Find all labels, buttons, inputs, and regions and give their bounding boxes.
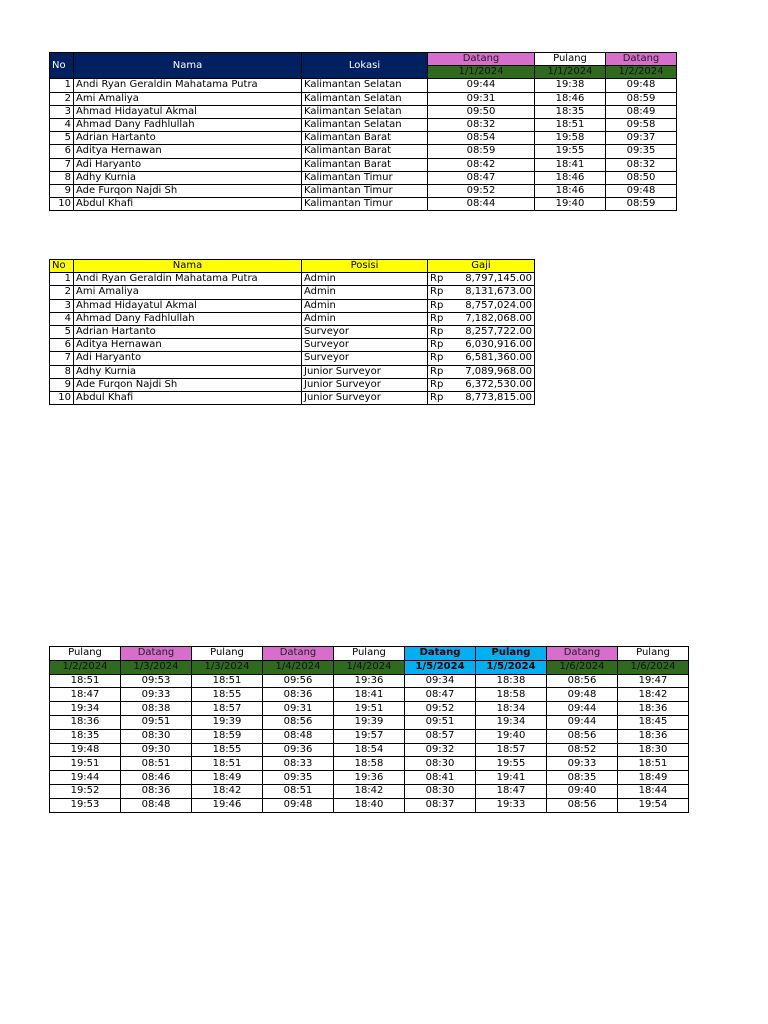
cell-time[interactable]: 09:44 [547, 715, 618, 729]
cell-nama[interactable]: Adhy Kurnia [74, 365, 302, 378]
cell-nama[interactable]: Ahmad Dany Fadhlullah [74, 118, 302, 131]
cell-nama[interactable]: Ade Furqon Najdi Sh [74, 184, 302, 197]
cell-time[interactable]: 18:57 [192, 702, 263, 716]
cell-nama[interactable]: Adi Haryanto [74, 158, 302, 171]
table-row [50, 702, 689, 716]
cell-gaji[interactable] [428, 325, 535, 338]
cell-time[interactable]: 18:42 [192, 784, 263, 798]
cell-time[interactable]: 19:34 [476, 715, 547, 729]
cell-gaji[interactable] [428, 339, 535, 352]
cell-time[interactable]: 09:52 [405, 702, 476, 716]
header-date[interactable]: 1/5/2024 [476, 660, 547, 674]
cell-gaji[interactable] [428, 286, 535, 299]
cell-time[interactable]: 09:31 [428, 92, 535, 105]
cell-gaji[interactable] [428, 391, 535, 404]
cell-time[interactable]: 19:57 [334, 729, 405, 743]
table-row [50, 339, 535, 352]
header-date[interactable]: 1/1/2024 [535, 66, 606, 79]
cell-time[interactable]: 08:46 [121, 771, 192, 785]
header-nama[interactable]: Nama [74, 260, 302, 273]
cell-time[interactable]: 08:36 [121, 784, 192, 798]
cell-posisi[interactable]: Surveyor [302, 339, 428, 352]
cell-time[interactable]: 18:55 [192, 688, 263, 702]
table-row [50, 715, 689, 729]
cell-no[interactable]: 4 [50, 118, 74, 131]
table-row [50, 757, 689, 771]
cell-time[interactable]: 19:38 [535, 79, 606, 92]
cell-gaji[interactable] [428, 299, 535, 312]
cell-time[interactable]: 18:36 [50, 715, 121, 729]
header-nama[interactable]: Nama [74, 53, 302, 79]
table-row [50, 325, 535, 338]
cell-posisi[interactable]: Junior Surveyor [302, 365, 428, 378]
cell-time[interactable]: 19:39 [334, 715, 405, 729]
salary-amount: 6,030,916.00 [465, 339, 532, 351]
cell-time[interactable]: 08:41 [405, 771, 476, 785]
cell-time[interactable]: 19:48 [50, 743, 121, 757]
cell-time[interactable]: 09:35 [263, 771, 334, 785]
table-row [50, 273, 535, 286]
cell-gaji[interactable] [428, 365, 535, 378]
attendance-continued-date-row [50, 660, 689, 674]
header-pulang[interactable]: Pulang [535, 53, 606, 66]
table-row [50, 771, 689, 785]
table-row [50, 312, 535, 325]
cell-time[interactable]: 18:51 [50, 674, 121, 688]
cell-time[interactable]: 18:46 [535, 184, 606, 197]
header-date[interactable]: 1/6/2024 [547, 660, 618, 674]
cell-no[interactable]: 10 [50, 198, 74, 211]
cell-time[interactable]: 08:42 [428, 158, 535, 171]
cell-time[interactable]: 08:59 [606, 92, 677, 105]
salary-amount: 8,257,722.00 [465, 326, 532, 338]
cell-time[interactable]: 18:30 [618, 743, 689, 757]
cell-gaji[interactable] [428, 273, 535, 286]
cell-time[interactable]: 09:48 [606, 184, 677, 197]
table-row [50, 674, 689, 688]
cell-time[interactable]: 18:46 [535, 92, 606, 105]
cell-lokasi[interactable]: Kalimantan Barat [302, 158, 428, 171]
cell-time[interactable]: 18:34 [476, 702, 547, 716]
cell-posisi[interactable]: Admin [302, 299, 428, 312]
cell-time[interactable]: 08:59 [428, 145, 535, 158]
cell-time[interactable]: 19:33 [476, 798, 547, 812]
cell-no[interactable]: 3 [50, 299, 74, 312]
cell-time[interactable]: 08:30 [405, 757, 476, 771]
cell-time[interactable]: 18:41 [535, 158, 606, 171]
salary-amount: 8,757,024.00 [465, 299, 532, 311]
table-row [50, 784, 689, 798]
cell-time[interactable]: 08:48 [263, 729, 334, 743]
currency-label: Rp [430, 286, 444, 298]
cell-time[interactable]: 09:56 [263, 674, 334, 688]
cell-time[interactable]: 09:31 [263, 702, 334, 716]
header-datang[interactable]: Datang [121, 647, 192, 661]
cell-nama[interactable]: Aditya Hernawan [74, 339, 302, 352]
cell-time[interactable]: 08:59 [606, 198, 677, 211]
cell-time[interactable]: 09:33 [121, 688, 192, 702]
header-lokasi[interactable]: Lokasi [302, 53, 428, 79]
cell-no[interactable]: 9 [50, 184, 74, 197]
table-row [50, 145, 677, 158]
cell-time[interactable]: 08:52 [547, 743, 618, 757]
cell-time[interactable]: 18:45 [618, 715, 689, 729]
cell-time[interactable]: 08:33 [263, 757, 334, 771]
cell-time[interactable]: 19:34 [50, 702, 121, 716]
cell-time[interactable]: 09:40 [547, 784, 618, 798]
cell-posisi[interactable]: Admin [302, 273, 428, 286]
cell-time[interactable]: 08:56 [547, 674, 618, 688]
cell-time[interactable]: 09:44 [428, 79, 535, 92]
cell-time[interactable]: 18:58 [334, 757, 405, 771]
cell-time[interactable]: 19:46 [192, 798, 263, 812]
header-pulang[interactable]: Pulang [618, 647, 689, 661]
cell-time[interactable]: 18:49 [618, 771, 689, 785]
table-row [50, 743, 689, 757]
cell-time[interactable]: 08:37 [405, 798, 476, 812]
currency-label: Rp [430, 352, 444, 364]
cell-lokasi[interactable]: Kalimantan Selatan [302, 105, 428, 118]
header-datang[interactable]: Datang [606, 53, 677, 66]
cell-time[interactable]: 18:55 [192, 743, 263, 757]
cell-time[interactable]: 09:30 [121, 743, 192, 757]
cell-time[interactable]: 19:54 [618, 798, 689, 812]
cell-no[interactable]: 9 [50, 378, 74, 391]
cell-no[interactable]: 10 [50, 391, 74, 404]
cell-time[interactable]: 09:51 [405, 715, 476, 729]
cell-no[interactable]: 8 [50, 171, 74, 184]
cell-no[interactable]: 2 [50, 286, 74, 299]
cell-time[interactable]: 08:56 [263, 715, 334, 729]
cell-lokasi[interactable]: Kalimantan Barat [302, 132, 428, 145]
cell-time[interactable]: 18:49 [192, 771, 263, 785]
cell-time[interactable]: 09:33 [547, 757, 618, 771]
header-date[interactable]: 1/3/2024 [121, 660, 192, 674]
cell-nama[interactable]: Adhy Kurnia [74, 171, 302, 184]
header-datang[interactable]: Datang [428, 53, 535, 66]
cell-time[interactable]: 19:39 [192, 715, 263, 729]
cell-posisi[interactable]: Junior Surveyor [302, 391, 428, 404]
table-row [50, 378, 535, 391]
header-date[interactable]: 1/5/2024 [405, 660, 476, 674]
cell-time[interactable]: 18:35 [50, 729, 121, 743]
cell-no[interactable]: 7 [50, 158, 74, 171]
header-no[interactable]: No [50, 53, 74, 79]
cell-gaji[interactable] [428, 378, 535, 391]
cell-time[interactable]: 18:47 [476, 784, 547, 798]
cell-time[interactable]: 19:41 [476, 771, 547, 785]
salary-amount: 7,089,968.00 [465, 365, 532, 377]
cell-nama[interactable]: Ahmad Hidayatul Akmal [74, 105, 302, 118]
cell-lokasi[interactable]: Kalimantan Selatan [302, 79, 428, 92]
cell-lokasi[interactable]: Kalimantan Timur [302, 171, 428, 184]
cell-time[interactable]: 18:51 [618, 757, 689, 771]
header-gaji[interactable]: Gaji [428, 260, 535, 273]
cell-time[interactable]: 19:55 [535, 145, 606, 158]
table-row [50, 158, 677, 171]
table-row [50, 798, 689, 812]
cell-lokasi[interactable]: Kalimantan Barat [302, 145, 428, 158]
header-date[interactable]: 1/1/2024 [428, 66, 535, 79]
cell-time[interactable]: 09:51 [121, 715, 192, 729]
cell-time[interactable]: 18:57 [476, 743, 547, 757]
cell-time[interactable]: 09:32 [405, 743, 476, 757]
cell-time[interactable]: 19:40 [476, 729, 547, 743]
cell-nama[interactable]: Adrian Hartanto [74, 325, 302, 338]
cell-time[interactable]: 09:48 [606, 79, 677, 92]
table-row [50, 184, 677, 197]
cell-time[interactable]: 19:36 [334, 674, 405, 688]
cell-time[interactable]: 19:40 [535, 198, 606, 211]
cell-no[interactable]: 1 [50, 273, 74, 286]
cell-lokasi[interactable]: Kalimantan Selatan [302, 118, 428, 131]
cell-nama[interactable]: Andi Ryan Geraldin Mahatama Putra [74, 79, 302, 92]
cell-time[interactable]: 18:42 [334, 784, 405, 798]
cell-time[interactable]: 18:40 [334, 798, 405, 812]
currency-label: Rp [430, 326, 444, 338]
cell-posisi[interactable]: Admin [302, 286, 428, 299]
table-row [50, 198, 677, 211]
cell-time[interactable]: 08:35 [547, 771, 618, 785]
cell-time[interactable]: 09:36 [263, 743, 334, 757]
table-row [50, 92, 677, 105]
cell-no[interactable]: 6 [50, 145, 74, 158]
salary-amount: 8,773,815.00 [465, 391, 532, 403]
cell-nama[interactable]: Ade Furqon Najdi Sh [74, 378, 302, 391]
salary-amount: 8,797,145.00 [465, 273, 532, 285]
cell-time[interactable]: 18:44 [618, 784, 689, 798]
attendance-continued-header-row [50, 647, 689, 661]
cell-nama[interactable]: Abdul Khafi [74, 391, 302, 404]
salary-header-row [50, 260, 535, 273]
header-pulang[interactable]: Pulang [334, 647, 405, 661]
cell-time[interactable]: 09:37 [606, 132, 677, 145]
table-row [50, 391, 535, 404]
cell-time[interactable]: 18:36 [618, 729, 689, 743]
table-row [50, 118, 677, 131]
cell-time[interactable]: 18:42 [618, 688, 689, 702]
table-row [50, 286, 535, 299]
cell-time[interactable]: 19:51 [50, 757, 121, 771]
header-pulang[interactable]: Pulang [192, 647, 263, 661]
cell-no[interactable]: 3 [50, 105, 74, 118]
cell-time[interactable]: 18:51 [192, 757, 263, 771]
cell-lokasi[interactable]: Kalimantan Timur [302, 198, 428, 211]
cell-no[interactable]: 8 [50, 365, 74, 378]
cell-time[interactable]: 19:52 [50, 784, 121, 798]
header-pulang[interactable]: Pulang [50, 647, 121, 661]
cell-time[interactable]: 19:36 [334, 771, 405, 785]
cell-time[interactable]: 18:36 [618, 702, 689, 716]
cell-time[interactable]: 09:35 [606, 145, 677, 158]
header-date[interactable]: 1/4/2024 [334, 660, 405, 674]
currency-label: Rp [430, 378, 444, 390]
table-row [50, 365, 535, 378]
cell-time[interactable]: 08:36 [263, 688, 334, 702]
cell-time[interactable]: 09:34 [405, 674, 476, 688]
cell-time[interactable]: 09:50 [428, 105, 535, 118]
header-date[interactable]: 1/4/2024 [263, 660, 334, 674]
cell-no[interactable]: 7 [50, 352, 74, 365]
currency-label: Rp [430, 339, 444, 351]
cell-nama[interactable]: Adi Haryanto [74, 352, 302, 365]
header-date[interactable]: 1/2/2024 [606, 66, 677, 79]
cell-time[interactable]: 09:48 [547, 688, 618, 702]
attendance-header-row [50, 53, 677, 66]
table-row [50, 299, 535, 312]
cell-time[interactable]: 09:58 [606, 118, 677, 131]
cell-lokasi[interactable]: Kalimantan Timur [302, 184, 428, 197]
cell-time[interactable]: 18:59 [192, 729, 263, 743]
header-datang[interactable]: Datang [547, 647, 618, 661]
cell-no[interactable]: 4 [50, 312, 74, 325]
cell-time[interactable]: 08:47 [405, 688, 476, 702]
cell-time[interactable]: 19:55 [476, 757, 547, 771]
table-row [50, 105, 677, 118]
cell-time[interactable]: 08:50 [606, 171, 677, 184]
cell-no[interactable]: 5 [50, 325, 74, 338]
cell-nama[interactable]: Adrian Hartanto [74, 132, 302, 145]
cell-no[interactable]: 2 [50, 92, 74, 105]
cell-no[interactable]: 5 [50, 132, 74, 145]
attendance-table [49, 52, 677, 211]
table-row [50, 79, 677, 92]
cell-time[interactable]: 19:53 [50, 798, 121, 812]
cell-time[interactable]: 18:51 [192, 674, 263, 688]
cell-time[interactable]: 18:54 [334, 743, 405, 757]
table-row [50, 352, 535, 365]
cell-time[interactable]: 18:38 [476, 674, 547, 688]
cell-time[interactable]: 08:44 [428, 198, 535, 211]
header-date[interactable]: 1/2/2024 [50, 660, 121, 674]
header-datang[interactable]: Datang [405, 647, 476, 661]
cell-time[interactable]: 08:48 [121, 798, 192, 812]
currency-label: Rp [430, 273, 444, 285]
salary-amount: 8,131,673.00 [465, 286, 532, 298]
cell-time[interactable]: 18:58 [476, 688, 547, 702]
table-row [50, 132, 677, 145]
cell-time[interactable]: 08:49 [606, 105, 677, 118]
cell-posisi[interactable]: Surveyor [302, 352, 428, 365]
cell-time[interactable]: 19:47 [618, 674, 689, 688]
salary-amount: 7,182,068.00 [465, 312, 532, 324]
cell-nama[interactable]: Ami Amaliya [74, 286, 302, 299]
currency-label: Rp [430, 312, 444, 324]
cell-time[interactable]: 08:51 [121, 757, 192, 771]
salary-amount: 6,372,530.00 [465, 378, 532, 390]
cell-time[interactable]: 19:51 [334, 702, 405, 716]
cell-nama[interactable]: Aditya Hernawan [74, 145, 302, 158]
cell-time[interactable]: 09:48 [263, 798, 334, 812]
header-date[interactable]: 1/3/2024 [192, 660, 263, 674]
cell-nama[interactable]: Ami Amaliya [74, 92, 302, 105]
cell-gaji[interactable] [428, 312, 535, 325]
cell-time[interactable]: 18:46 [535, 171, 606, 184]
table-row [50, 171, 677, 184]
cell-time[interactable]: 18:51 [535, 118, 606, 131]
cell-time[interactable]: 18:41 [334, 688, 405, 702]
cell-time[interactable]: 19:58 [535, 132, 606, 145]
cell-time[interactable]: 18:47 [50, 688, 121, 702]
currency-label: Rp [430, 299, 444, 311]
currency-label: Rp [430, 365, 444, 377]
cell-time[interactable]: 19:44 [50, 771, 121, 785]
header-date[interactable]: 1/6/2024 [618, 660, 689, 674]
cell-time[interactable]: 09:44 [547, 702, 618, 716]
cell-time[interactable]: 08:47 [428, 171, 535, 184]
cell-nama[interactable]: Andi Ryan Geraldin Mahatama Putra [74, 273, 302, 286]
cell-time[interactable]: 08:56 [547, 798, 618, 812]
cell-time[interactable]: 08:54 [428, 132, 535, 145]
cell-nama[interactable]: Ahmad Hidayatul Akmal [74, 299, 302, 312]
cell-gaji[interactable] [428, 352, 535, 365]
cell-time[interactable]: 08:30 [405, 784, 476, 798]
cell-lokasi[interactable]: Kalimantan Selatan [302, 92, 428, 105]
cell-time[interactable]: 08:51 [263, 784, 334, 798]
cell-time[interactable]: 08:30 [121, 729, 192, 743]
cell-time[interactable]: 09:53 [121, 674, 192, 688]
cell-no[interactable]: 1 [50, 79, 74, 92]
cell-nama[interactable]: Ahmad Dany Fadhlullah [74, 312, 302, 325]
cell-time[interactable]: 08:32 [606, 158, 677, 171]
cell-posisi[interactable]: Junior Surveyor [302, 378, 428, 391]
cell-time[interactable]: 09:52 [428, 184, 535, 197]
cell-time[interactable]: 08:32 [428, 118, 535, 131]
header-datang[interactable]: Datang [263, 647, 334, 661]
salary-amount: 6,581,360.00 [465, 352, 532, 364]
cell-time[interactable]: 08:57 [405, 729, 476, 743]
cell-time[interactable]: 08:56 [547, 729, 618, 743]
currency-label: Rp [430, 391, 444, 403]
header-no[interactable]: No [50, 260, 74, 273]
cell-posisi[interactable]: Admin [302, 312, 428, 325]
cell-time[interactable]: 08:38 [121, 702, 192, 716]
table-row [50, 688, 689, 702]
cell-time[interactable]: 18:35 [535, 105, 606, 118]
attendance-continued-table [49, 646, 689, 813]
cell-no[interactable]: 6 [50, 339, 74, 352]
header-posisi[interactable]: Posisi [302, 260, 428, 273]
header-pulang[interactable]: Pulang [476, 647, 547, 661]
table-row [50, 729, 689, 743]
cell-posisi[interactable]: Surveyor [302, 325, 428, 338]
salary-table [49, 259, 535, 405]
cell-nama[interactable]: Abdul Khafi [74, 198, 302, 211]
